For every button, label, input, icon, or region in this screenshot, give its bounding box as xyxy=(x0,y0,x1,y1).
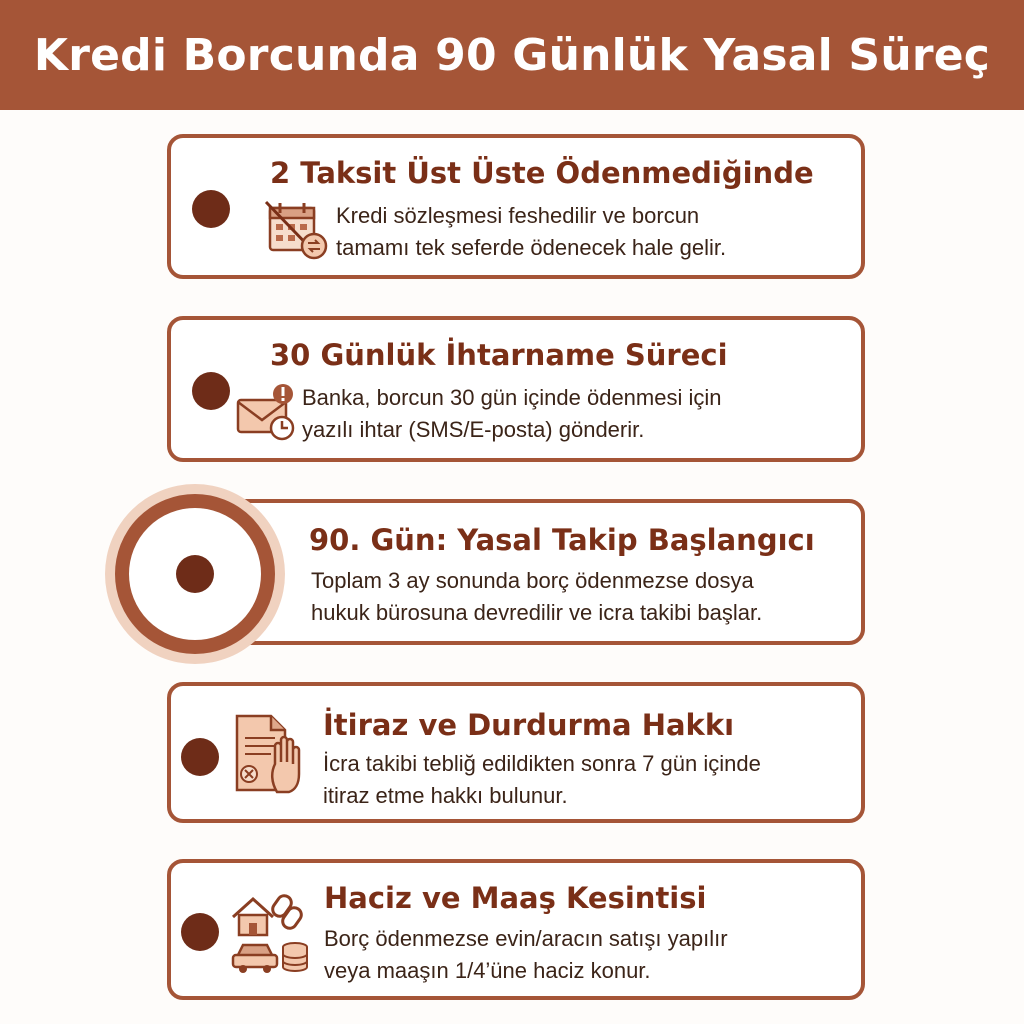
envelope-warning-icon xyxy=(234,382,300,444)
house-chain-car-coins-icon xyxy=(229,891,315,977)
header-banner xyxy=(0,0,1024,110)
timeline-dot-active xyxy=(176,555,214,593)
timeline-dot xyxy=(181,738,219,776)
step-title: 90. Gün: Yasal Takip Başlangıcı xyxy=(309,523,815,557)
step-description xyxy=(311,565,762,629)
step-description-line: hukuk bürosuna devredilir ve icra takibi başlar. xyxy=(311,600,763,625)
calendar-cancel-icon xyxy=(264,200,328,260)
step-description xyxy=(302,382,722,446)
page-title: Kredi Borcunda 90 Günlük Yasal Süreç xyxy=(33,29,991,81)
step-title: 30 Günlük İhtarname Süreci xyxy=(270,338,728,372)
step-description xyxy=(324,923,728,987)
timeline-dot xyxy=(192,372,230,410)
highlight-ring xyxy=(105,484,285,664)
step-description-line: tamamı tek seferde ödenecek hale gelir. xyxy=(336,235,727,260)
step-card-2 xyxy=(167,316,865,462)
step-description-line: yazılı ihtar (SMS/E-posta) gönderir. xyxy=(302,417,645,442)
step-title: 2 Taksit Üst Üste Ödenmediğinde xyxy=(270,156,814,190)
step-card-5 xyxy=(167,859,865,1000)
step-card-4 xyxy=(167,682,865,823)
step-description-line: itiraz etme hakkı bulunur. xyxy=(323,783,568,808)
timeline-dot xyxy=(192,190,230,228)
step-description-line: veya maaşın 1/4’üne haciz konur. xyxy=(324,958,651,983)
step-description-line: Borç ödenmezse evin/aracın satışı yapılır xyxy=(324,926,728,951)
step-description-line: Toplam 3 ay sonunda borç ödenmezse dosya xyxy=(311,568,754,593)
document-stop-hand-icon xyxy=(231,712,307,798)
timeline-dot xyxy=(181,913,219,951)
step-description-line: Kredi sözleşmesi feshedilir ve borcun xyxy=(336,203,700,228)
step-title: Haciz ve Maaş Kesintisi xyxy=(324,881,707,915)
step-description-line: İcra takibi tebliğ edildikten sonra 7 gün içinde xyxy=(323,751,761,776)
step-card-1 xyxy=(167,134,865,279)
step-description-line: Banka, borcun 30 gün içinde ödenmesi için xyxy=(302,385,722,410)
step-description xyxy=(336,200,726,264)
step-description xyxy=(323,748,761,812)
step-title: İtiraz ve Durdurma Hakkı xyxy=(323,708,735,742)
